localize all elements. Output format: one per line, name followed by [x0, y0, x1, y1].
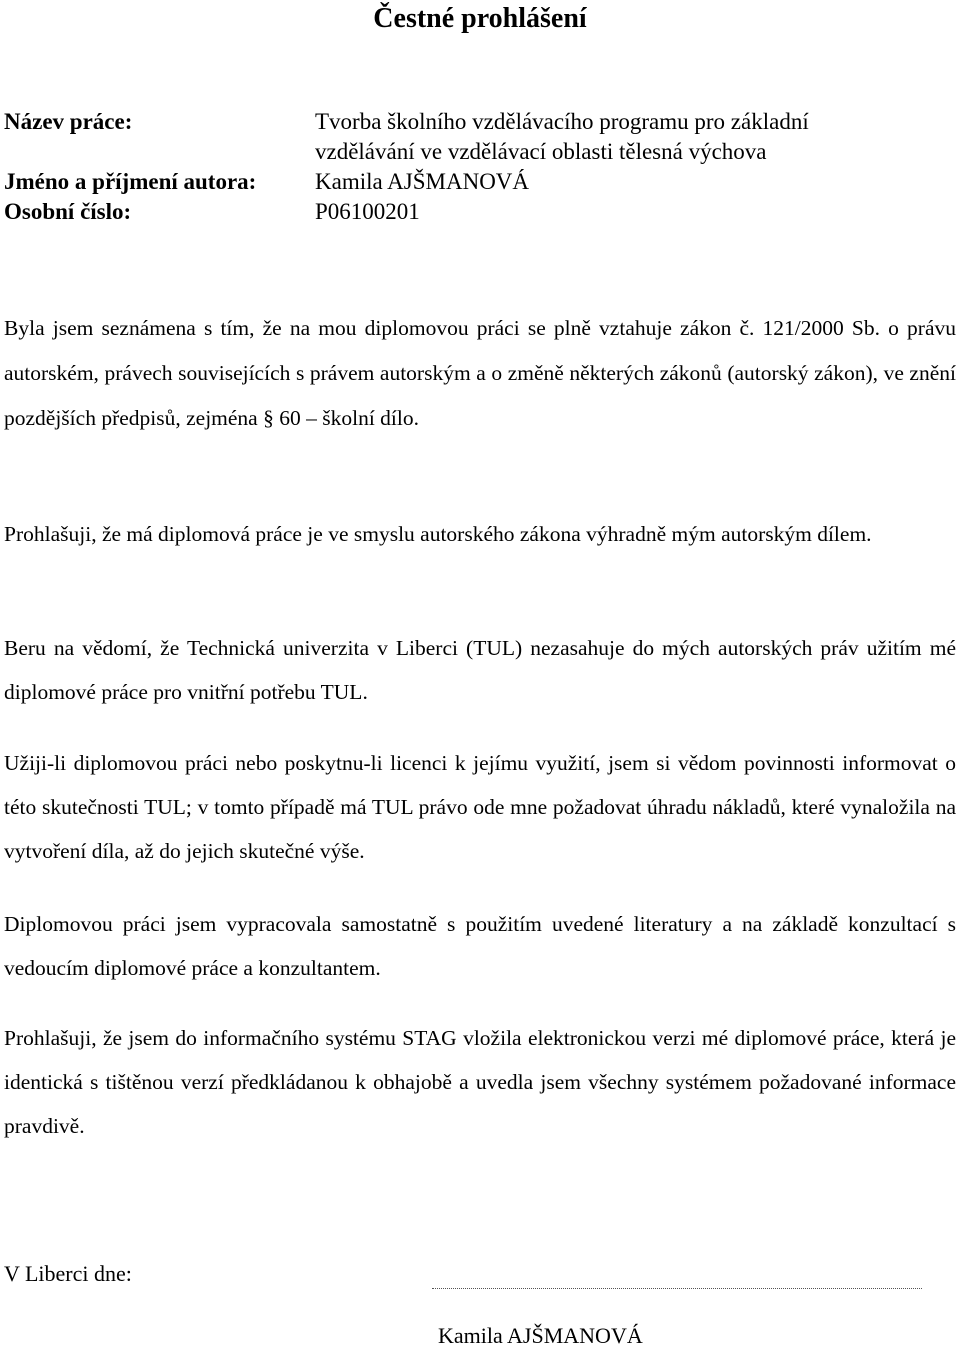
personal-number-value: P06100201 [315, 199, 420, 224]
thesis-title-label: Název práce: [4, 109, 133, 134]
signature-place-date-label: V Liberci dne: [4, 1261, 132, 1286]
personal-number-label: Osobní číslo: [4, 199, 132, 224]
author-name-row [4, 167, 875, 197]
signature-line [432, 1288, 922, 1289]
paragraph-authorship: Prohlašuji, že má diplomová práce je ve smyslu autorského zákona výhradně mým autorským dílem. [4, 522, 872, 546]
paragraph-stag-upload: Prohlašuji, že jsem do informačního systému STAG vložila elektronickou verzi mé diplomové práce, která je identická s tištěnou verzí předkládanou k obhajobě a uvedla jsem všechny systémem požadované informace pravdivě. [4, 1026, 956, 1138]
thesis-info-block [4, 107, 875, 227]
thesis-title-value: Tvorba školního vzdělávacího programu pro základní vzdělávání ve vzdělávací oblasti tělesná výchova [315, 109, 809, 164]
paragraph-license-obligation: Užiji-li diplomovou práci nebo poskytnu-li licenci k jejímu využití, jsem si vědom povinnosti informovat o této skutečnosti TUL; v tomto případě má TUL právo ode mne požadovat úhradu nákladů, které vynaložila na vytvoření díla, až do jejich skutečné výše. [4, 751, 956, 863]
signature-author-name: Kamila AJŠMANOVÁ [438, 1323, 643, 1348]
author-name-value: Kamila AJŠMANOVÁ [315, 169, 530, 194]
thesis-title-row [4, 107, 875, 167]
author-name-label: Jméno a příjmení autora: [4, 169, 257, 194]
paragraph-copyright-law: Byla jsem seznámena s tím, že na mou diplomovou práci se plně vztahuje zákon č. 121/2000 Sb. o právu autorském, právech souvisejících s právem autorským a o změně některých zákonů (autorský zákon), ve znění pozdějších předpisů, zejména § 60 – školní dílo. [4, 316, 956, 430]
paragraph-university-rights: Beru na vědomí, že Technická univerzita v Liberci (TUL) nezasahuje do mých autorských práv užitím mé diplomové práce pro vnitřní potřebu TUL. [4, 636, 956, 704]
paragraph-independent-work: Diplomovou práci jsem vypracovala samostatně s použitím uvedené literatury a na základě konzultací s vedoucím diplomové práce a konzultantem. [4, 912, 956, 980]
personal-number-row [4, 197, 875, 227]
page-title: Čestné prohlášení [373, 3, 587, 34]
